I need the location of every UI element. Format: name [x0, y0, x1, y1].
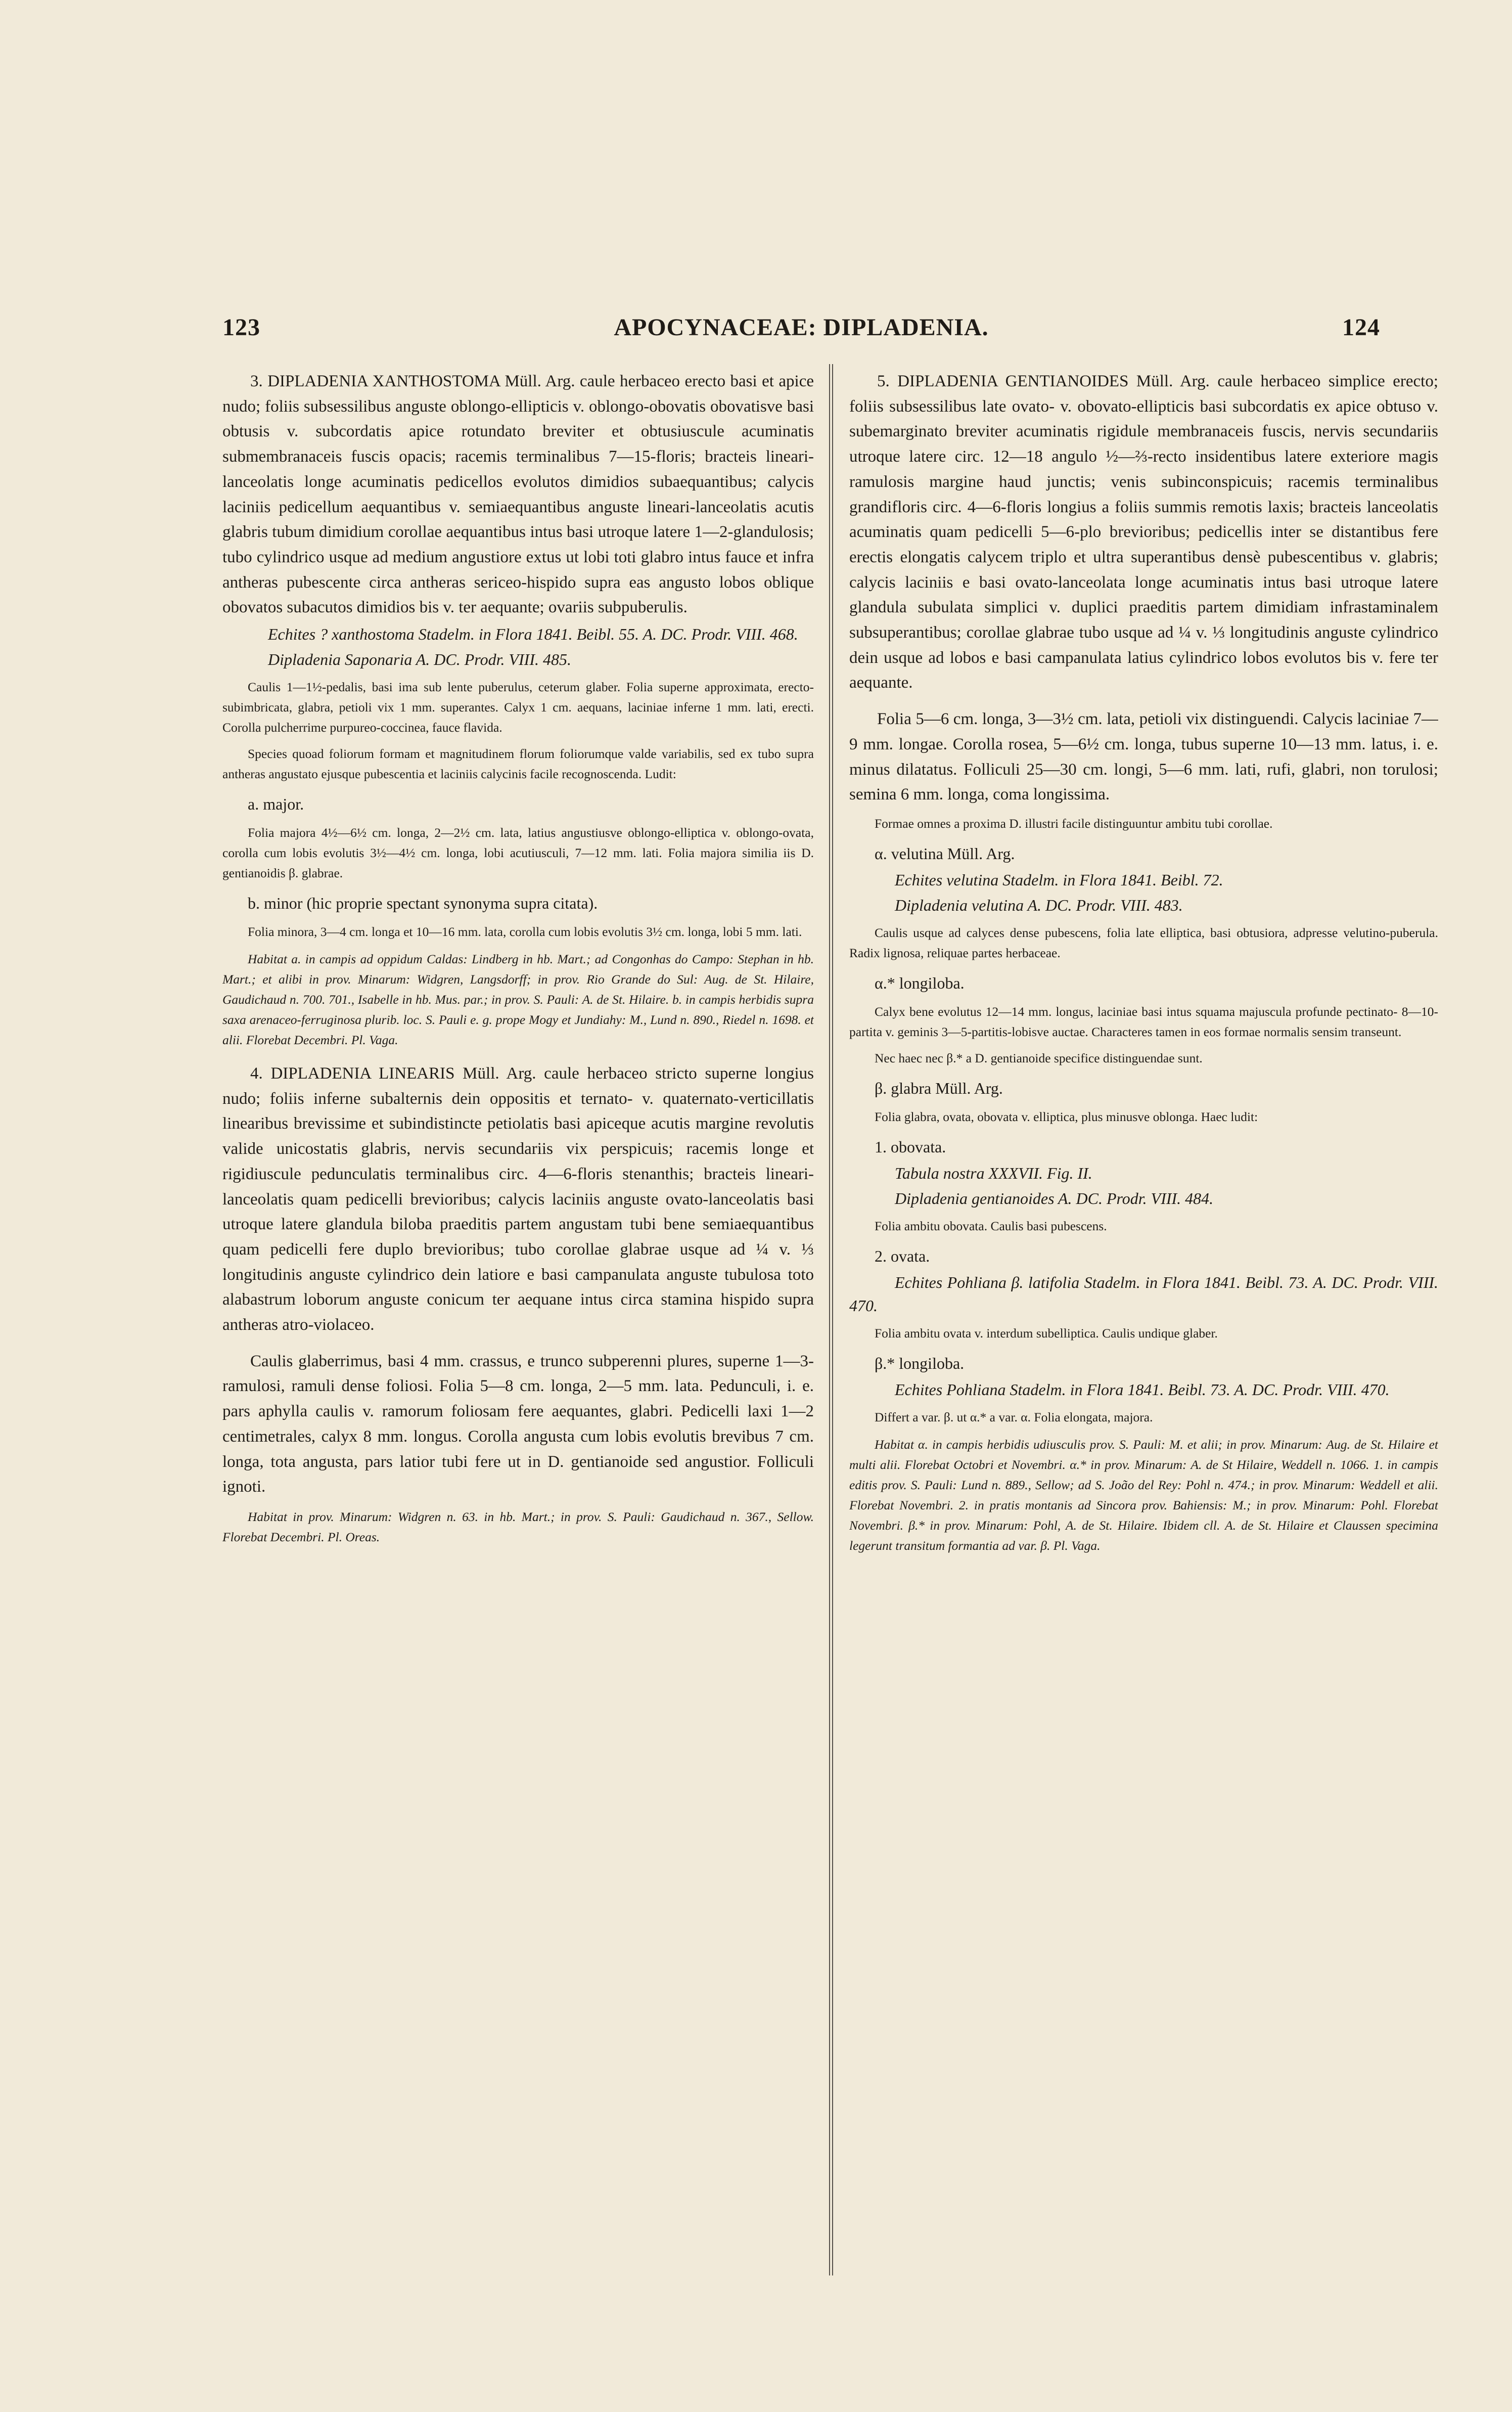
notes: Folia minora, 3—4 cm. longa et 10—16 mm. lata, corolla cum lobis evolutis 3½ cm. longa, lobi 5 mm. lati. — [248, 924, 802, 940]
notes: Folia ambitu ovata v. interdum subelliptica. Caulis undique glaber. — [875, 1325, 1218, 1341]
species-description: 4. DIPLADENIA LINEARIS Müll. Arg. caule herbaceo stricto superne longius nudo; foliis inferne subalternis dein oppositis et ternato- v. quaternato-verticillatis linearibus brevissime et subindistincte petiolatis basi apiceque acutis margine revolutis valide unicostatis glabris, nervis secundariis vix perspicuis; racemis longe et rigidiuscule pedunculatis terminalibus circ. 4—6-floris stenanthis; bracteis lineari-lanceolatis quam pedicelli brevioribus; calycis laciniis anguste ovato-lanceolatis basi utroque latere glandula biloba praeditis partem angustam tubi bene semiaequantibus quam pedicelli fere duplo brevioribus; tubo corollae glabrae usque ad ¼ v. ⅓ longitudinis anguste cylindrico dein latiore e basi campanulata anguste tubulosa toto alabastrum loborum anguste conicum ter aequane intus circa stamina hispido supra antheras atro-violaceo. — [222, 1064, 814, 1334]
variety-heading: β. glabra Müll. Arg. — [875, 1079, 1003, 1097]
notes: Caulis 1—1½-pedalis, basi ima sub lente puberulus, ceterum glaber. Folia superne approximata, erecto-subimbricata, glabra, petioli vix 1 mm. superantes. Calyx 1 cm. aequans, laciniae inferne 1 mm. lati, erecti. Corolla pulcherrime purpureo-coccinea, fauce flavida. — [222, 680, 814, 735]
page-number-left: 123 — [222, 314, 260, 341]
habitat: Habitat α. in campis herbidis udiusculis prov. S. Pauli: M. et alii; in prov. Minarum: Aug. de St. Hilaire et multi alii. Florebat Octobri et Novembri. α.* in prov. Minarum: A. de St Hilaire, Weddell n. 1066. 1. in campis editis prov. S. Pauli: Lund n. 889., Sellow; ad S. João del Rey: Pohl n. 474.; in prov. Minarum: Weddell et alii. Florebat Novembri. 2. in pratis montanis ad Sincora prov. Bahiensis: M.; in prov. Minarum: Pohl. Florebat Novembri. β.* in prov. Minarum: Pohl, A. de St. Hilaire. Ibidem cll. A. de St. Hilaire et Claussen specimina legerunt transitum formantia ad var. β. Pl. Vaga. — [849, 1437, 1438, 1553]
variety-heading: α.* longiloba. — [875, 973, 965, 992]
figure-reference: Tabula nostra XXXVII. Fig. II. — [895, 1164, 1092, 1182]
notes: Folia ambitu obovata. Caulis basi pubescens. — [875, 1218, 1107, 1233]
species-details: Folia 5—6 cm. longa, 3—3½ cm. lata, petioli vix distinguendi. Calycis laciniae 7—9 mm. longae. Corolla rosea, 5—6½ cm. longa, tubus superne 10—13 mm. latus, i. e. minus dilatatus. Folliculi 25—30 cm. longi, 5—6 mm. lati, rufi, glabri, non torulosi; semina 6 mm. longa, coma longissima. — [849, 710, 1438, 804]
running-title: APOCYNACEAE: DIPLADENIA. — [614, 314, 989, 341]
notes: Nec haec nec β.* a D. gentianoide specifice distinguendae sunt. — [875, 1050, 1203, 1065]
right-column — [849, 369, 1438, 2270]
species-details: Caulis glaberrimus, basi 4 mm. crassus, e trunco subperenni plures, superne 1—3-ramulosi, ramuli dense foliosi. Folia 5—8 cm. longa, 2—5 mm. lata. Pedunculi, i. e. pars aphylla caulis v. ramorum foliosam fere aequantes, glabri. Pedicelli laxi 1—2 centimetrales, calyx 8 mm. longus. Corolla angusta cum lobis evolutis brevibus 7 cm. longa, tota angusta, pars latior tubi fere ut in D. gentianoide sed angustior. Folliculi ignoti. — [222, 1352, 814, 1496]
page-header — [222, 314, 1380, 354]
habitat: Habitat a. in campis ad oppidum Caldas: Lindberg in hb. Mart.; ad Congonhas do Campo: Stephan in hb. Mart.; et alibi in prov. Minarum: Widgren, Langsdorff; in prov. Rio Grande do Sul: Aug. de St. Hilaire, Gaudichaud n. 700. 701., Isabelle in hb. Mus. par.; in prov. S. Pauli: A. de St. Hilaire. b. in campis herbidis supra saxa arenaceo-ferruginosa plurib. loc. S. Pauli e. g. prope Mogy et Jundiahy: M., Lund n. 890., Riedel n. 1698. et alii. Florebat Decembri. Pl. Vaga. — [222, 952, 814, 1048]
notes: Differt a var. β. ut α.* a var. α. Folia elongata, majora. — [875, 1409, 1153, 1424]
synonym: Echites Pohliana Stadelm. in Flora 1841. Beibl. 73. A. DC. Prodr. VIII. 470. — [895, 1380, 1390, 1399]
synonym: Dipladenia velutina A. DC. Prodr. VIII. 483. — [895, 896, 1183, 914]
synonym: Echites Pohliana β. latifolia Stadelm. in Flora 1841. Beibl. 73. A. DC. Prodr. VIII. 470. — [849, 1273, 1438, 1315]
left-column — [222, 369, 814, 2270]
variety-heading: b. minor (hic proprie spectant synonyma supra citata). — [248, 894, 598, 913]
species-description: 5. DIPLADENIA GENTIANOIDES Müll. Arg. caule herbaceo simplice erecto; foliis subsessilibus late ovato- v. obovato-ellipticis basi subcordatis ex apice obtuso v. subemarginato breviter acuminatis rigidule membranaceis fuscis, nervis secundariis utroque latere circ. 12—18 angulo ½—⅔-recto insidentibus latere exteriore magis ramulosis margine haud junctis; venis subinconspicuis; racemis terminalibus grandifloris circ. 4—6-floris longius a foliis summis remotis laxis; bracteis lanceolatis acuminatis quam pedicelli 5—6-plo brevioribus; pedicellis inter se distantibus fere erectis elongatis calycem triplo et ultra superantibus densè pubescentibus v. glabris; calycis laciniis e basi ovato-lanceolata longe acuminatis intus basi utroque latere glandula subulata simplici v. duplici praeditis partem dimidiam infrastaminalem subsuperantibus; corollae glabrae tubo usque ad ¼ v. ⅓ longitudinis anguste cylindrico dein usque ad lobos e basi campanulata latius cylindrico lobos evolutos bis v. fere ter aequante. — [849, 372, 1438, 692]
synonym: Dipladenia gentianoides A. DC. Prodr. VIII. 484. — [895, 1189, 1214, 1208]
notes: Formae omnes a proxima D. illustri facile distinguuntur ambitu tubi corollae. — [875, 816, 1273, 831]
species-description: 3. DIPLADENIA XANTHOSTOMA Müll. Arg. caule herbaceo erecto basi et apice nudo; foliis subsessilibus anguste oblongo-ellipticis v. oblongo-obovatis obovatisve basi obtusis v. subcordatis apice rotundato breviter et obtusiuscule acuminatis submembranaceis fuscis opacis; racemis terminalibus 7—15-floris; bracteis lineari-lanceolatis longe acuminatis pedicellos evolutos dimidios subaequantibus; calycis laciniis pedicellum aequantibus v. semiaequantibus anguste lineari-lanceolatis acutis glabris tubum dimidium corollae aequantibus intus basi utroque latere 1—2-glandulosis; tubo cylindrico usque ad medium angustiore extus ut lobi toti glabro intus fauce et infra antheras pubescente circa antheras sericeo-hispido supra eas angusto lobos oblique obovatos subacutos dimidios bis v. ter aequante; ovariis subpuberulis. — [222, 372, 814, 617]
page-number-right: 124 — [1342, 314, 1380, 341]
notes: Folia glabra, ovata, obovata v. elliptica, plus minusve oblonga. Haec ludit: — [875, 1109, 1258, 1124]
variety-heading: a. major. — [248, 795, 304, 814]
form-heading: 2. ovata. — [875, 1246, 930, 1265]
variety-heading: α. velutina Müll. Arg. — [875, 844, 1015, 863]
notes: Calyx bene evolutus 12—14 mm. longus, laciniae basi intus squama majuscula profunde pectinato- 8—10-partita v. geminis 3—5-partitis-lobisve auctae. Characteres tamen in eos formae normalis sensim transeunt. — [849, 1004, 1438, 1039]
synonym: Echites velutina Stadelm. in Flora 1841. Beibl. 72. — [895, 870, 1223, 889]
notes: Folia majora 4½—6½ cm. longa, 2—2½ cm. lata, latius angustiusve oblongo-elliptica v. oblongo-ovata, corolla cum lobis evolutis 3½—4½ cm. longa, lobi acutiusculi, 7—12 mm. lati. Folia majora similia iis D. gentianoidis β. glabrae. — [222, 825, 814, 881]
variety-heading: β.* longiloba. — [875, 1354, 965, 1372]
synonym: Echites ? xanthostoma Stadelm. in Flora 1841. Beibl. 55. A. DC. Prodr. VIII. 468. — [268, 625, 798, 644]
notes: Caulis usque ad calyces dense pubescens, folia late elliptica, basi obtusiora, adpresse velutino-puberula. Radix lignosa, reliquae partes herbaceae. — [849, 925, 1438, 960]
form-heading: 1. obovata. — [875, 1137, 946, 1156]
synonym: Dipladenia Saponaria A. DC. Prodr. VIII. 485. — [268, 650, 571, 669]
column-divider — [829, 364, 833, 2275]
habitat: Habitat in prov. Minarum: Widgren n. 63. in hb. Mart.; in prov. S. Pauli: Gaudichaud n. 367., Sellow. Florebat Decembri. Pl. Oreas. — [222, 1509, 814, 1544]
notes: Species quoad foliorum formam et magnitudinem florum foliorumque valde variabilis, sed ex tubo supra antheras angustato ejusque pubescentia et laciniis calycinis facile recognoscenda. Ludit: — [222, 746, 814, 782]
